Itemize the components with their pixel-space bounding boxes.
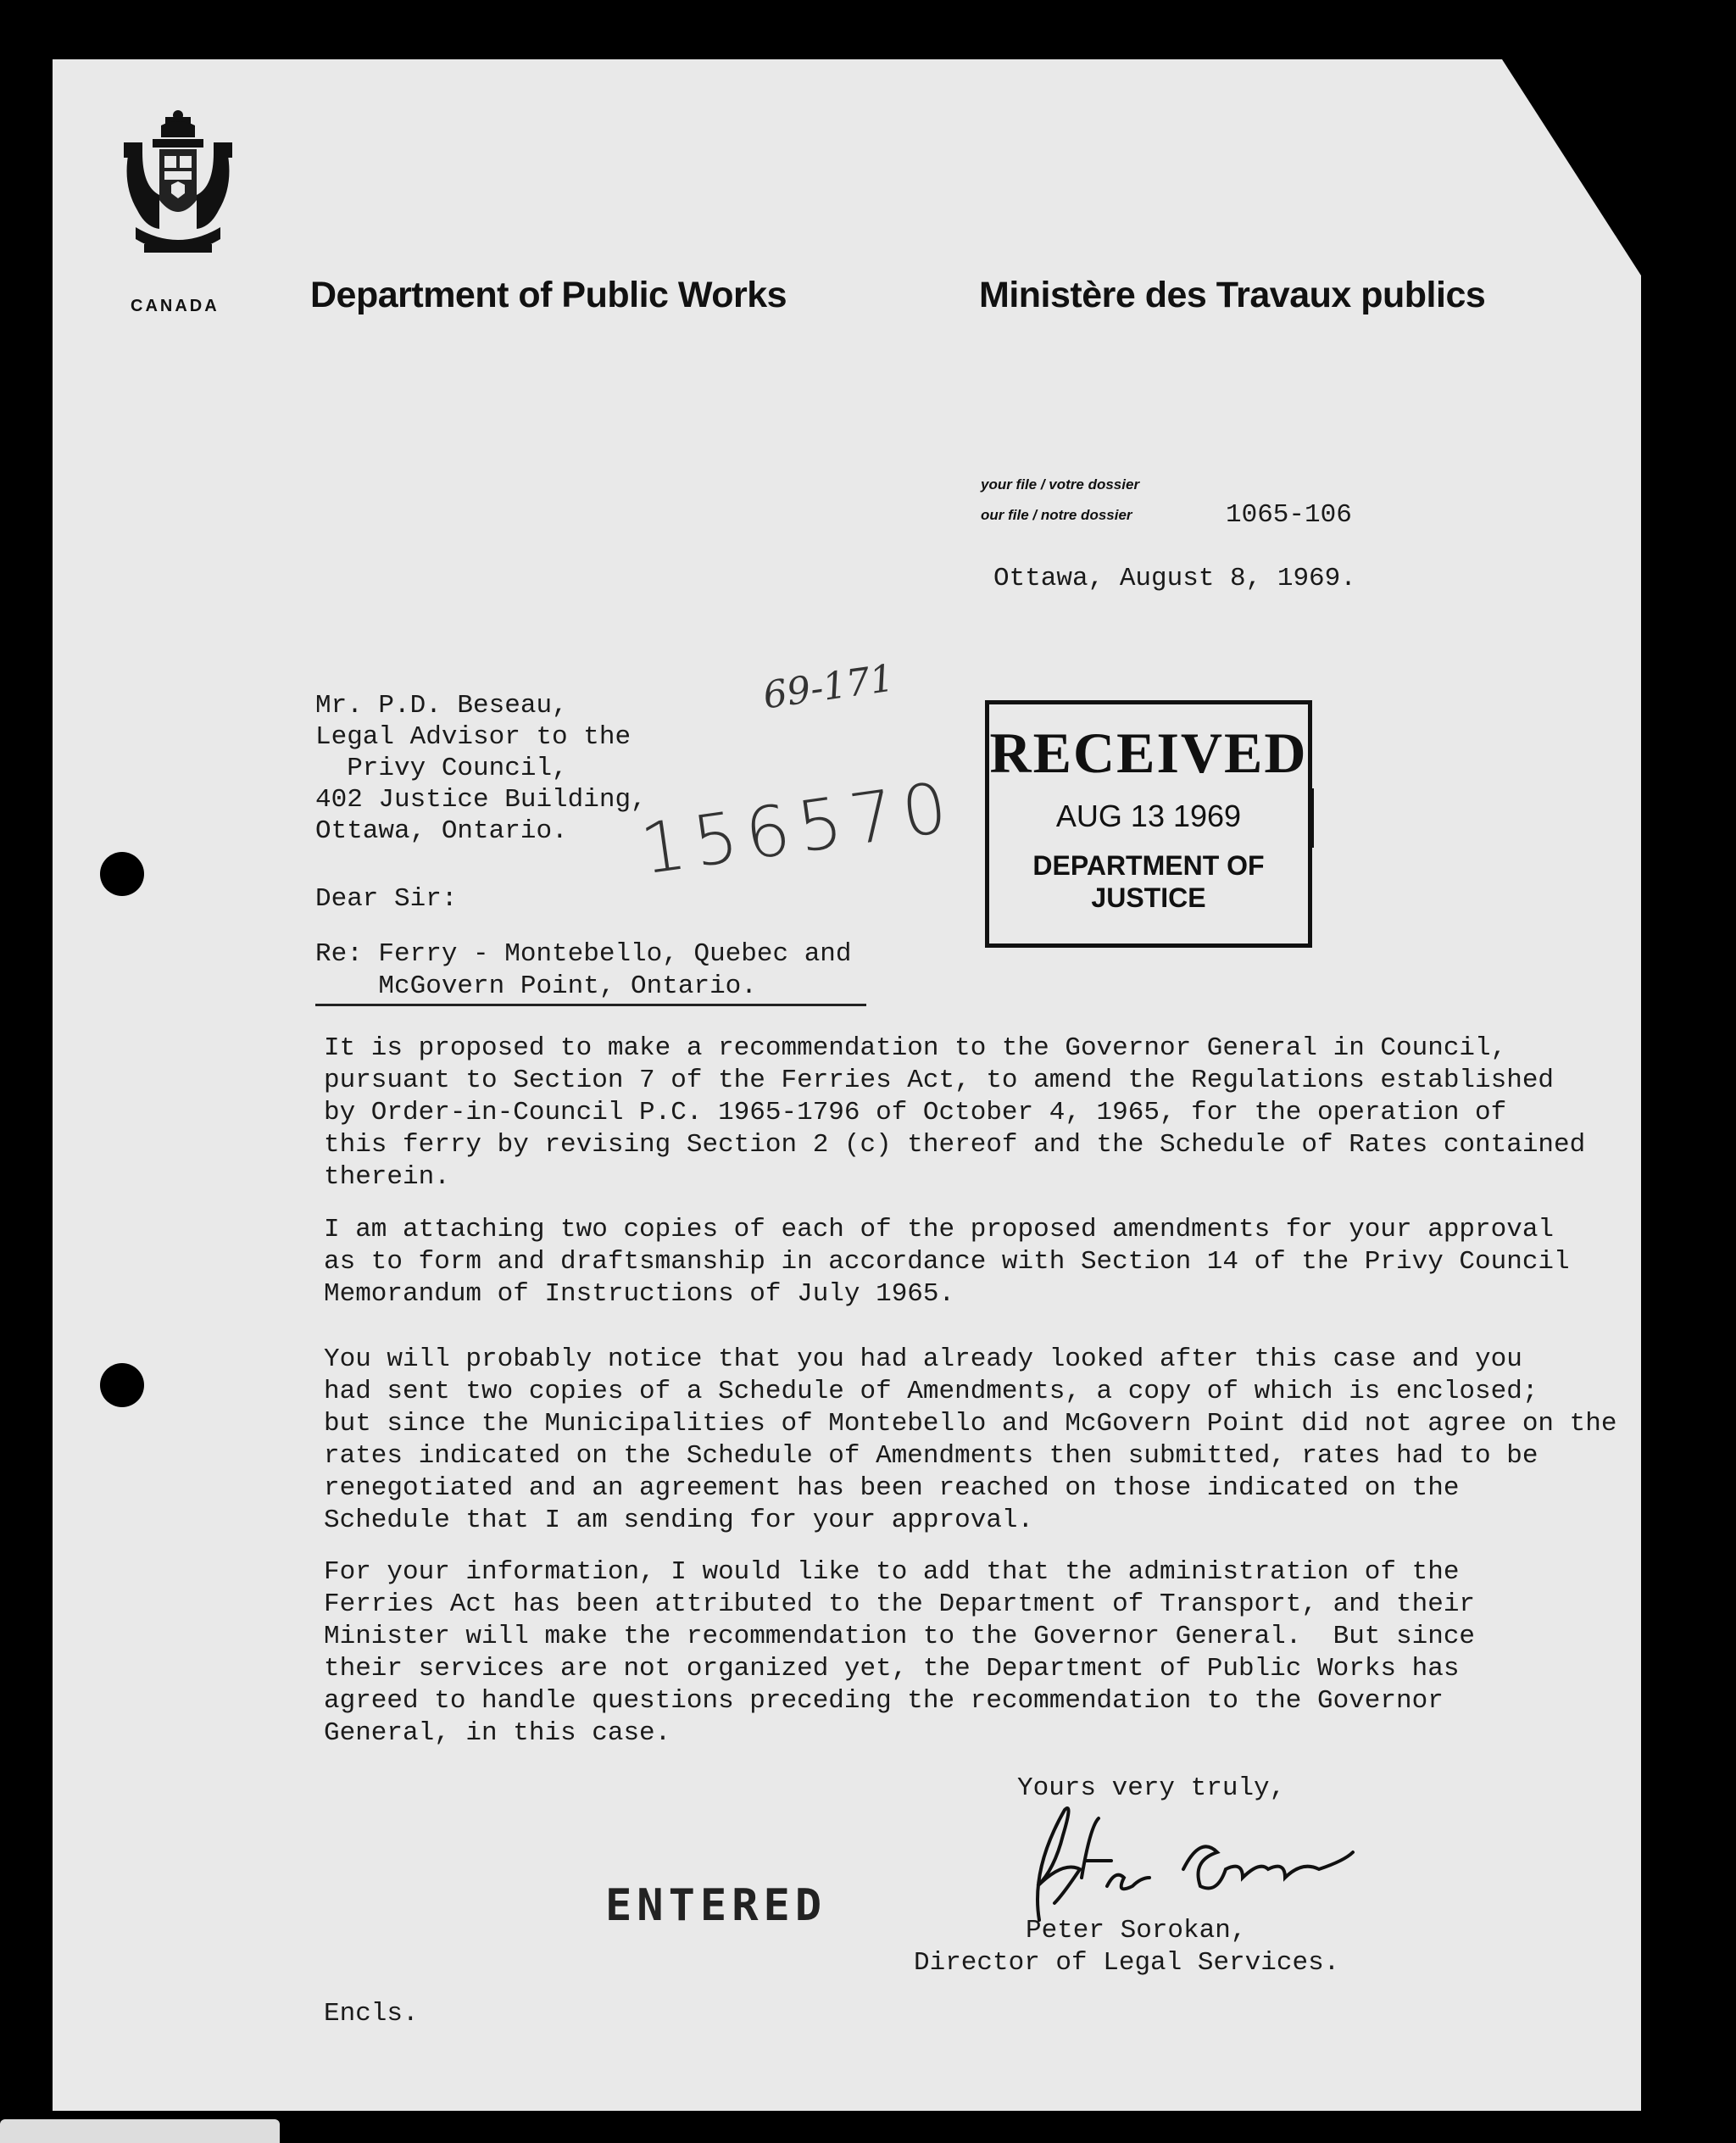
coat-of-arms-icon	[119, 109, 237, 261]
address-line-1: Mr. P.D. Beseau,	[315, 691, 568, 721]
signatory-title: Director of Legal Services.	[914, 1948, 1340, 1978]
re-underline	[315, 1004, 866, 1006]
closing: Yours very truly,	[1017, 1773, 1286, 1803]
your-file-label: your file / votre dossier	[981, 476, 1140, 493]
paragraph-2: I am attaching two copies of each of the proposed amendments for your approval as to form and draftsmanship in accordance with Section 14 of the Privy Council Memorandum of Instructions of July 1965.	[324, 1215, 1570, 1309]
received-stamp-dept-line1: DEPARTMENT OF	[1032, 850, 1265, 881]
salutation: Dear Sir:	[315, 884, 458, 914]
handwritten-ref-top: 69-171	[760, 656, 897, 718]
signatory-name: Peter Sorokan,	[1026, 1916, 1247, 1945]
our-file-number: 1065-106	[1226, 500, 1352, 530]
received-stamp-dept-line2: JUSTICE	[1091, 882, 1206, 913]
re-line-2: McGovern Point, Ontario.	[315, 971, 757, 1001]
address-line-3: Privy Council,	[315, 754, 568, 783]
entered-stamp: ENTERED	[605, 1880, 827, 1931]
address-line-2: Legal Advisor to the	[315, 722, 632, 752]
received-stamp-title: RECEIVED	[989, 721, 1308, 785]
enclosures-note: Encls.	[324, 1999, 419, 2029]
our-file-label: our file / notre dossier	[981, 507, 1132, 523]
received-stamp-date: AUG 13 1969	[1055, 799, 1242, 833]
stamp-mark	[1310, 788, 1314, 848]
letter-date: Ottawa, August 8, 1969.	[993, 564, 1356, 593]
paragraph-3: You will probably notice that you had already looked after this case and you had sent two copies of a Schedule of Amendments, a copy of which is enclosed; but since the Municipalities of Montebello and McGovern Point did not agree on the rates indicated on the Schedule of Amendments then submitted, rates had to be renegotiated and an agreement has been reached on those indicated on the Schedule that I am sending for your approval.	[324, 1344, 1617, 1535]
handwritten-ref-number: 156570	[636, 766, 960, 891]
punch-hole-top	[100, 852, 144, 896]
paragraph-4: For your information, I would like to add that the administration of the Ferries Act has been attributed to the Department of Transport, and their Minister will make the recommendation to the Governor General. But since their services are not organized yet, the Department of Public Works has agreed to handle questions preceding the recommendation to the Governor General, in this case.	[324, 1557, 1476, 1748]
paragraph-1: It is proposed to make a recommendation to the Governor General in Council, pursuant to Section 7 of the Ferries Act, to amend the Regulations established by Order-in-Council P.C. 1965-1796 of October 4, 1965, for the operation of this ferry by revising Section 2 (c) thereof and the Schedule of Rates contained therein.	[324, 1033, 1586, 1192]
scan-edge-tab	[0, 2119, 280, 2143]
received-stamp	[985, 700, 1312, 948]
department-name-english: Department of Public Works	[310, 275, 787, 315]
department-name-french: Ministère des Travaux publics	[979, 275, 1486, 315]
address-line-5: Ottawa, Ontario.	[315, 816, 568, 846]
signature	[1005, 1801, 1395, 1929]
re-line-1: Re: Ferry - Montebello, Quebec and	[315, 939, 852, 969]
country-label: CANADA	[131, 297, 220, 315]
punch-hole-bottom	[100, 1363, 144, 1407]
address-line-4: 402 Justice Building,	[315, 785, 647, 815]
